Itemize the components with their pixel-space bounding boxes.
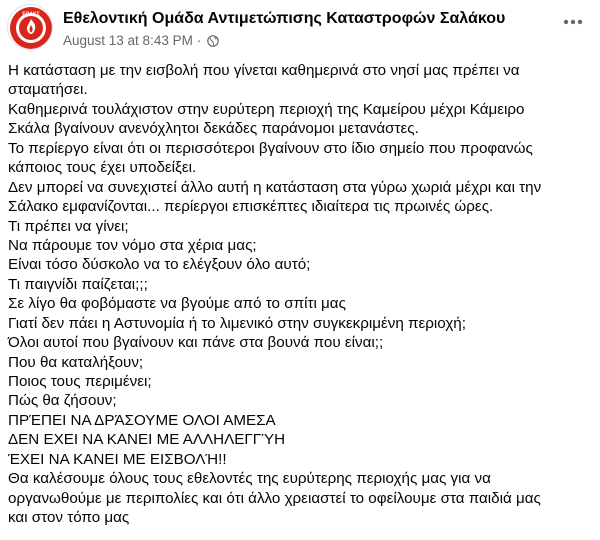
post-text-line: Σκάλα βγαίνουν ανενόχλητοι δεκάδες παράνομοι μετανάστες. (8, 120, 419, 138)
post-text-line: Ποιος τους περιμένει; (8, 373, 152, 390)
post-text-line: Θα καλέσουμε όλους τους εθελοντές της ευρύτερης περιοχής μας για να (8, 470, 491, 488)
post-timestamp[interactable]: August 13 at 8:43 PM (63, 33, 193, 48)
post-text-line: Όλοι αυτοί που βγαίνουν και πάνε στα βουνά που είναι;; (8, 334, 384, 352)
post-text-line: Που θα καταλήξουν; (8, 353, 144, 371)
more-horizontal-icon (563, 19, 583, 25)
post-text-line: σταματήσει. (8, 81, 88, 99)
post-meta (63, 33, 219, 48)
post-text-line: ΔΕΝ ΕΧΕΙ ΝΑ ΚΑΝΕΙ ΜΕ ΑΛΛΗΛΕΓΓΎΗ (8, 431, 286, 449)
page-name-link[interactable]: Εθελοντική Ομάδα Αντιμετώπισης Καταστροφών Σαλάκου (63, 10, 506, 27)
post-text-line: Γιατί δεν πάει η Αστυνομία ή το λιμενικό στην συγκεκριμένη περιοχή; (8, 314, 466, 332)
page-avatar[interactable] (7, 4, 53, 50)
post-header (7, 4, 593, 54)
globe-icon[interactable] (207, 35, 219, 47)
post-text-line: και στον τόπο μας (8, 509, 130, 527)
meta-separator: · (196, 33, 202, 48)
organization-logo (8, 5, 53, 50)
post-text-line: Πώς θα ζήσουν; (8, 392, 117, 410)
post-text-line: ΈΧΕΙ ΝΑ ΚΑΝΕΙ ΜΕ ΕΙΣΒΟΛΉ!! (8, 450, 227, 468)
post-text-line: Είναι τόσο δύσκολο να το ελέγξουν όλο αυτό; (8, 256, 311, 274)
more-options-button[interactable] (557, 10, 589, 34)
post-text-line: Τι πρέπει να γίνει; (8, 217, 129, 235)
post-text-line: Τι παιγνίδι παίζεται;;; (8, 275, 148, 293)
post-text-line: Η κατάσταση με την εισβολή που γίνεται καθημερινά στο νησί μας πρέπει να (8, 62, 520, 79)
post-text-line: Καθημερινά τουλάχιστον στην ευρύτερη περιοχή της Καμείρου μέχρι Κάμειρο (8, 100, 525, 118)
post-text-line: Να πάρουμε τον νόμο στα χέρια μας; (8, 236, 257, 254)
post-text-line: Δεν μπορεί να συνεχιστεί άλλο αυτή η κατάσταση στα γύρω χωριά μέχρι και την (8, 178, 542, 196)
post-text-line: Σε λίγο θα φοβόμαστε να βγούμε από το σπίτι μας (8, 295, 346, 313)
post-text-line: Σάλακο εμφανίζονται... περίεργοι επισκέπτες ιδιαίτερα τις πρωινές ώρες. (8, 198, 494, 216)
logo-lettering: ΕΟΑΚΣ (22, 11, 40, 18)
post-text-line: κάποιος τους έχει υποδείξει. (8, 159, 197, 177)
post-text-line: Το περίεργο είναι ότι οι περισσότεροι βγαίνουν στο ίδιο σημείο που προφανώς (8, 139, 533, 157)
post-text-line: οργανωθούμε με περιπολίες και ότι άλλο χρειαστεί το οφείλουμε στα παιδιά μας (8, 489, 541, 507)
post-text-line: ΠΡΈΠΕΙ ΝΑ ΔΡΆΣΟΥΜΕ ΟΛΟΙ ΑΜΕΣΑ (8, 411, 276, 429)
post-text (8, 61, 594, 528)
